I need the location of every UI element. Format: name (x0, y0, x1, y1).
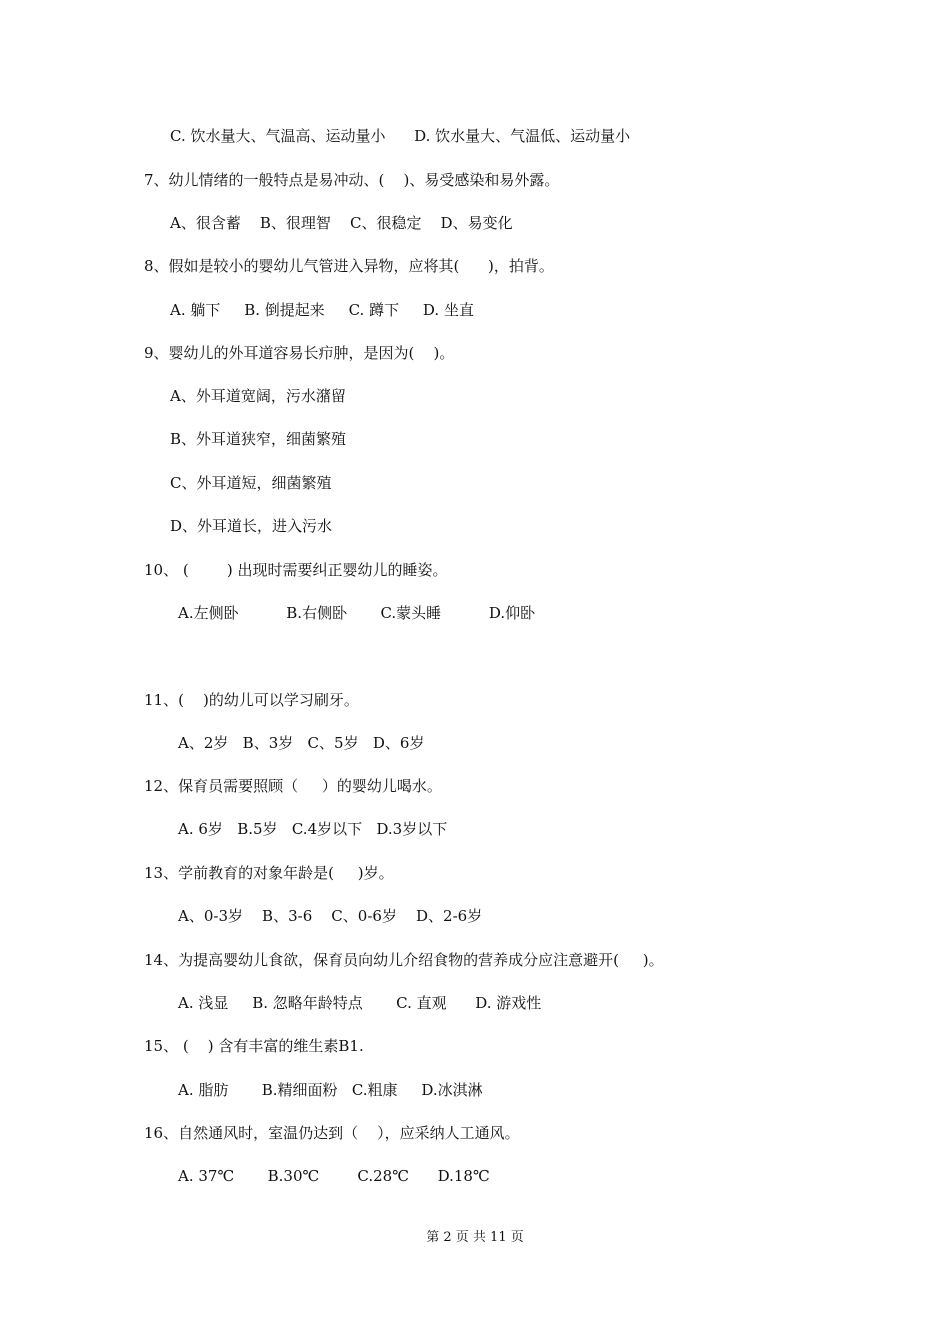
q9-option-d: D、外耳道长，进入污水 (170, 517, 333, 535)
page-footer: 第 2 页 共 11 页 (426, 1230, 524, 1245)
question-12: 12、保育员需要照顾（ ）的婴幼儿喝水。 (144, 777, 442, 795)
question-10: 10、 ( ) 出现时需要纠正婴幼儿的睡姿。 (144, 561, 448, 579)
q9-option-c: C、外耳道短，细菌繁殖 (170, 474, 332, 492)
q8-options: A. 躺下 B. 倒提起来 C. 蹲下 D. 坐直 (170, 301, 474, 319)
question-13: 13、学前教育的对象年龄是( )岁。 (144, 864, 394, 882)
question-7: 7、幼儿情绪的一般特点是易冲动、( )、易受感染和易外露。 (144, 171, 560, 189)
q11-options: A、2岁 B、3岁 C、5岁 D、6岁 (178, 734, 425, 752)
question-15: 15、 ( ) 含有丰富的维生素B1. (144, 1037, 364, 1055)
question-8: 8、假如是较小的婴幼儿气管进入异物，应将其( )，拍背。 (144, 257, 554, 275)
q15-options: A. 脂肪 B.精细面粉 C.粗康 D.冰淇淋 (178, 1081, 483, 1099)
question-16: 16、自然通风时，室温仍达到（ ），应采纳人工通风。 (144, 1124, 520, 1142)
q13-options: A、0-3岁 B、3-6 C、0-6岁 D、2-6岁 (178, 907, 483, 925)
q10-options: A.左侧卧 B.右侧卧 C.蒙头睡 D.仰卧 (178, 604, 536, 622)
q7-options: A、很含蓄 B、很理智 C、很稳定 D、易变化 (170, 214, 513, 232)
q9-option-a: A、外耳道宽阔，污水潴留 (170, 387, 346, 405)
q16-options: A. 37℃ B.30℃ C.28℃ D.18℃ (178, 1167, 490, 1185)
q6-option-line: C. 饮水量大、气温高、运动量小 D. 饮水量大、气温低、运动量小 (170, 127, 631, 145)
q14-options: A. 浅显 B. 忽略年龄特点 C. 直观 D. 游戏性 (178, 994, 542, 1012)
question-9: 9、婴幼儿的外耳道容易长疖肿，是因为( )。 (144, 344, 455, 362)
q12-options: A. 6岁 B.5岁 C.4岁以下 D.3岁以下 (178, 820, 448, 838)
question-11: 11、( )的幼儿可以学习刷牙。 (144, 691, 359, 709)
question-14: 14、为提高婴幼儿食欲，保育员向幼儿介绍食物的营养成分应注意避开( )。 (144, 951, 664, 969)
q9-option-b: B、外耳道狭窄，细菌繁殖 (170, 430, 347, 448)
